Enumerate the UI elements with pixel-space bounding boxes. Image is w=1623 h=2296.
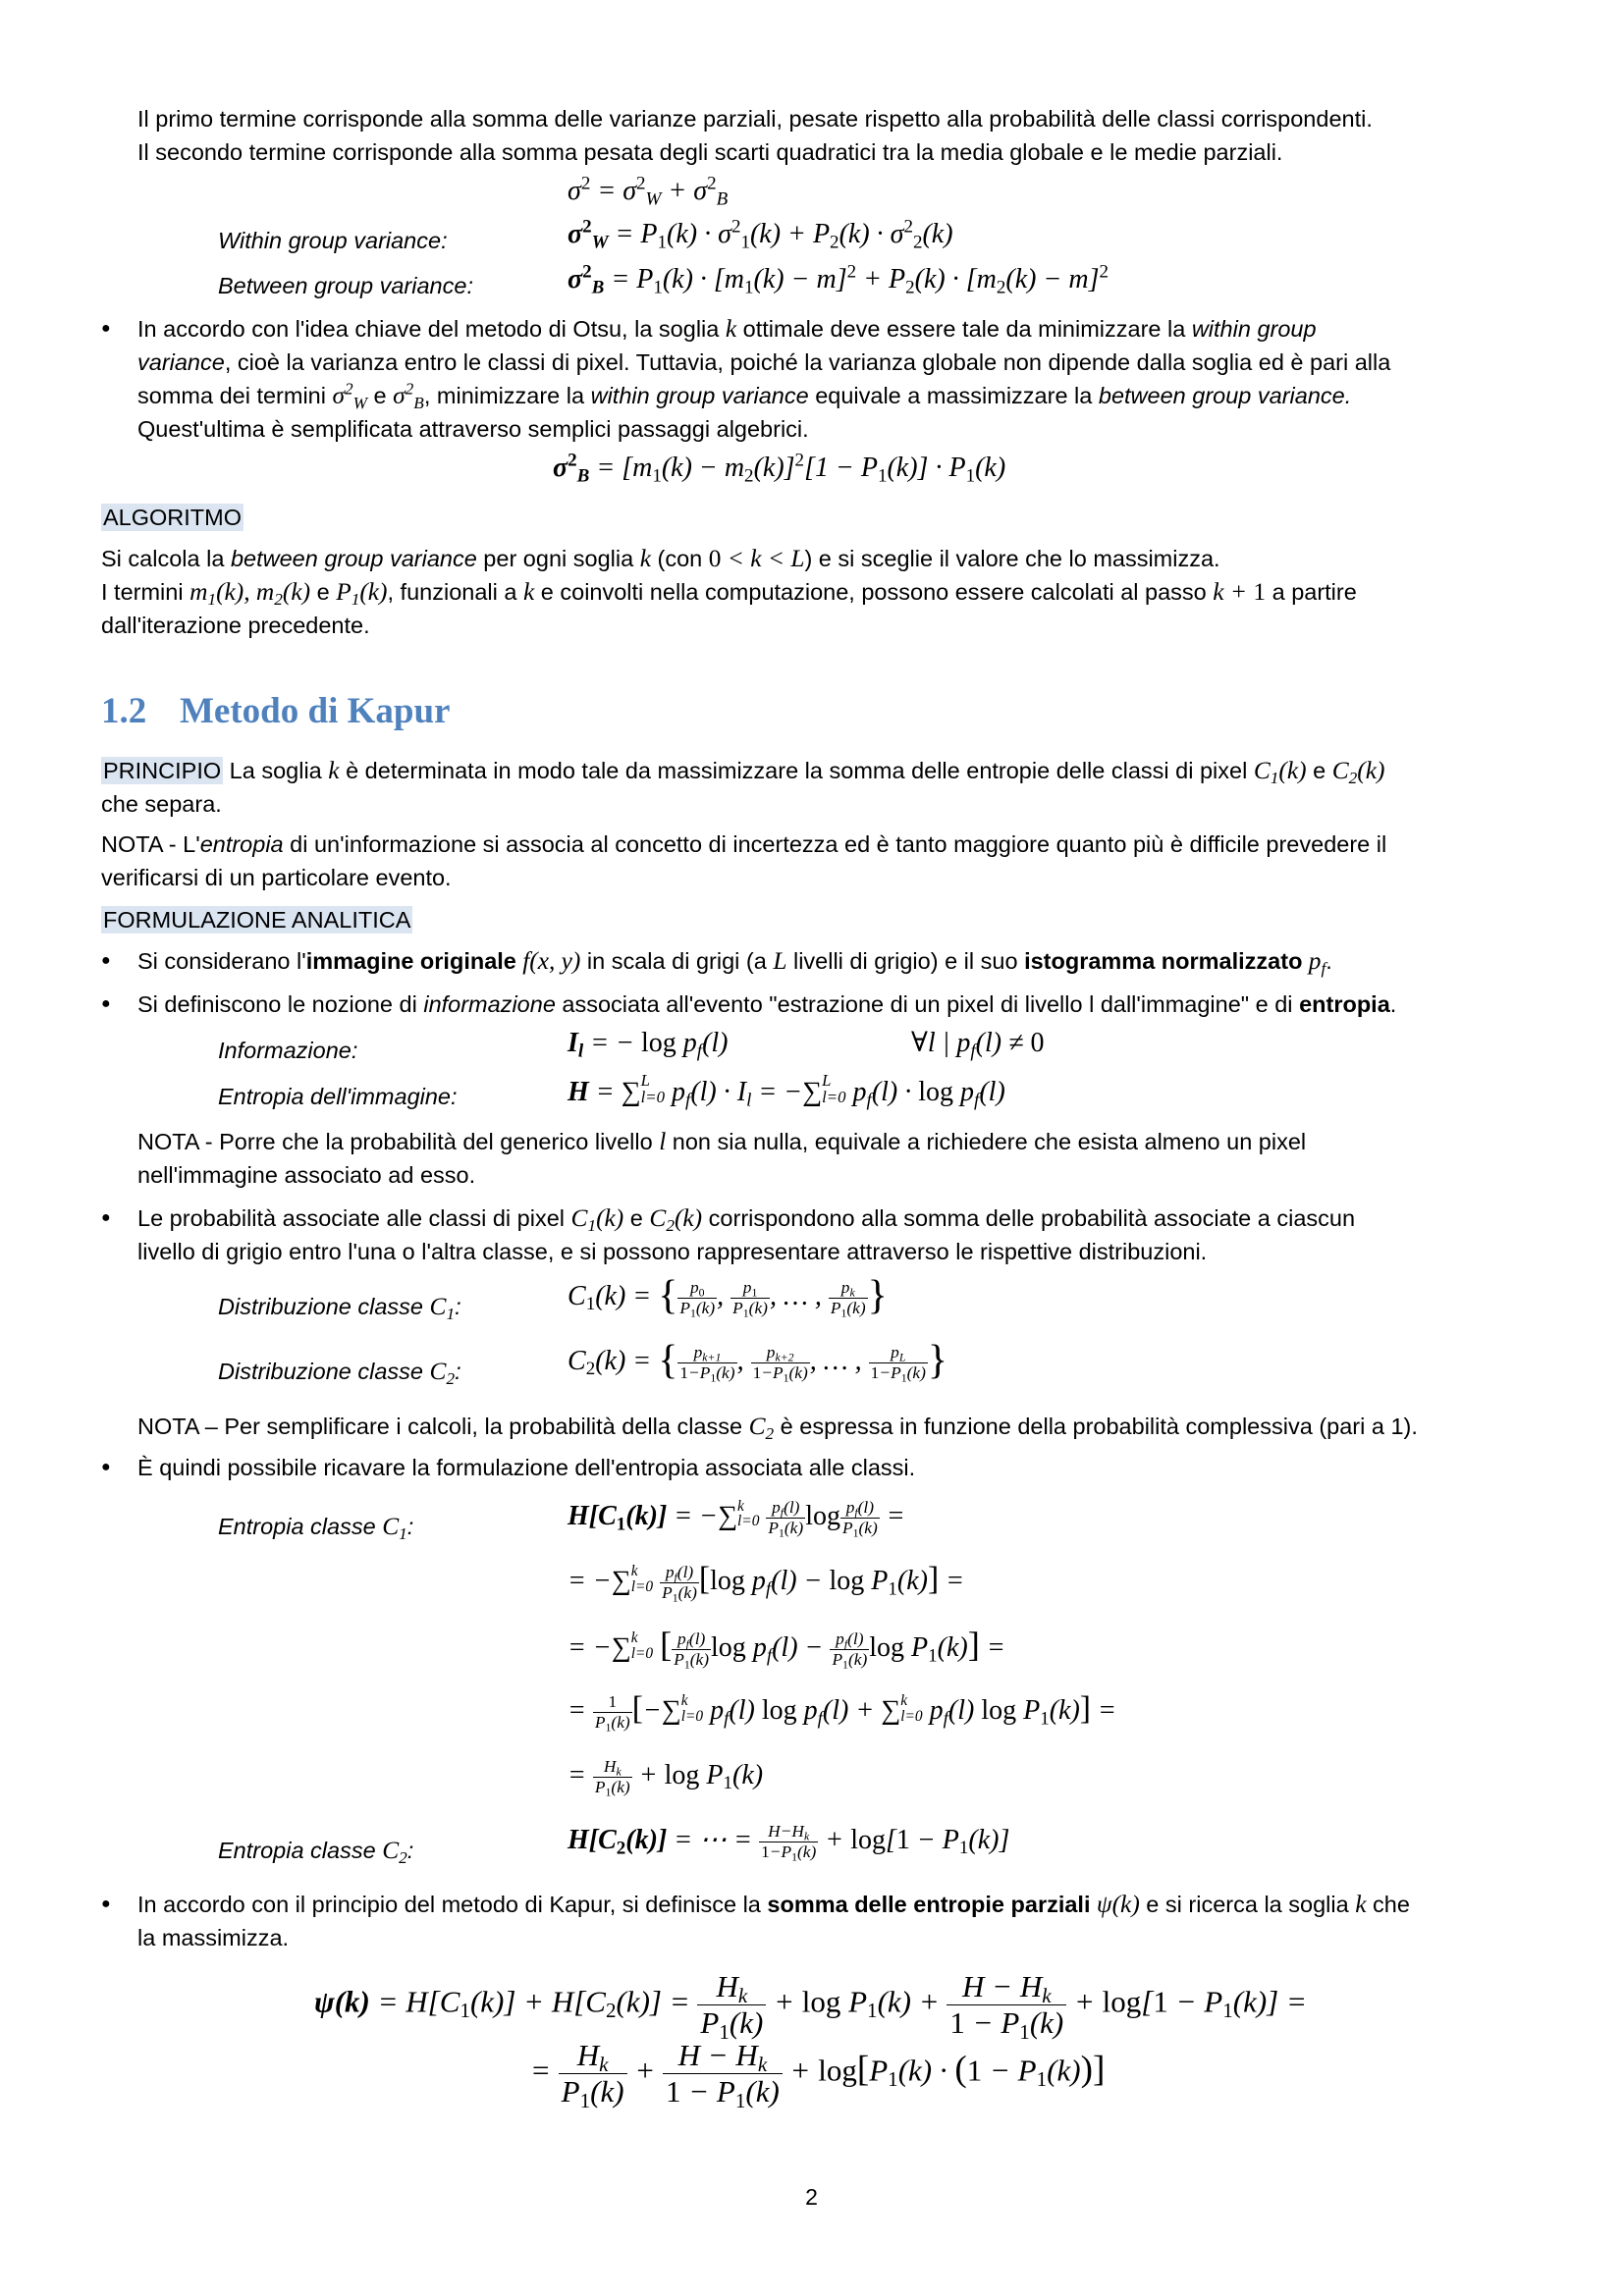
paragraph-line: È quindi possibile ricavare la formulazione dell'entropia associata alle classi. — [137, 1455, 916, 1480]
paragraph-line: livello di grigio entro l'una o l'altra classe, e si possono rappresentare attraverso le rispettive distribuzioni. — [137, 1239, 1208, 1264]
section-label-principio: PRINCIPIO — [103, 758, 222, 783]
paragraph-line: In accordo con l'idea chiave del metodo di Otsu, la soglia k ottimale deve essere tale da minimizzare la within group — [137, 315, 1317, 343]
paragraph-line: dall'iterazione precedente. — [101, 613, 370, 638]
paragraph-line: che separa. — [101, 791, 222, 817]
bullet-icon: ● — [101, 1459, 111, 1475]
section-label-algoritmo: ALGORITMO — [103, 505, 243, 530]
within-label: Within group variance: — [218, 228, 448, 253]
equation-dist-c2: $C_2(k)$ = { $\frac{p_{k+1}}{1-P_1(k)}$ , $\frac{p_{k+2}}{1-P_1(k)}$ , … , $\frac{p_L}{1-P_1(k)}$ } — [568, 1338, 948, 1385]
equation-entropy-c1-step2: = −∑ k l=0 $\frac{p_f(l)}{P_1(k)}$ [log $p_f(l) - \log P_1(k)$] = — [568, 1561, 965, 1605]
paragraph-line: Il secondo termine corrisponde alla somma pesata degli scarti quadratici tra la media globale e le medie parziali. — [137, 139, 1283, 165]
paragraph-line: I termini $m_1(k)$, $m_2(k)$ e $P_1(k)$, funzionali a k e coinvolti nella computazione, possono essere calcolati al passo k + 1 a partire — [101, 578, 1357, 609]
informazione-label: Informazione: — [218, 1038, 358, 1063]
paragraph-line: verificarsi di un particolare evento. — [101, 865, 452, 890]
ent1-label: Entropia classe $C_1$: — [218, 1513, 414, 1543]
paragraph-line: la massimizza. — [137, 1925, 290, 1950]
equation-information: $I_l$ = − $\log p_f(l)$ — [568, 1028, 729, 1062]
paragraph-line: NOTA – Per semplificare i calcoli, la probabilità della classe $C_2$ è espressa in funzione della probabilità complessiva (pari a 1). — [137, 1413, 1418, 1443]
equation-psi-step1: $\psi(k) = H[C_1(k)] + H[C_2(k)]$ = $\frac{H_k}{P_1(k)}$ + $\log P_1(k)$ + $\frac{H - H_k}{1 - P_1(k)}$ + $\log[1 - P_1(k)]$ = — [314, 1969, 1307, 2044]
paragraph-line: nell'immagine associato ad esso. — [137, 1162, 476, 1188]
paragraph-line: Si considerano l'immagine originale f(x, y) in scala di grigi (a L livelli di grigio) e il suo istogramma normalizzato $p_f$. — [137, 947, 1332, 978]
dist1-label: Distribuzione classe $C_1$: — [218, 1293, 461, 1323]
paragraph-line: Il primo termine corrisponde alla somma delle varianze parziali, pesate rispetto alla probabilità delle classi corrispondenti. — [137, 106, 1373, 132]
paragraph-line: somma dei termini $\sigma^2_W$ e $\sigma^2_B$, minimizzare la within group variance equivale a massimizzare la between group variance. — [137, 379, 1352, 412]
equation-entropy-c1-step4: = $\frac{1}{P_1(k)}$ [−∑ k l=0 $p_f(l)$ $\log p_f(l)$ + ∑ k l=0 $p_f(l)$ $\log P_1(k)$] = — [568, 1690, 1116, 1735]
entropia-label: Entropia dell'immagine: — [218, 1084, 458, 1109]
dist2-label: Distribuzione classe $C_2$: — [218, 1358, 461, 1388]
equation-entropy-c2: $H[C_2(k)]$ = ⋯ = $\frac{H-H_k}{1-P_1(k)}$ + $\log[1 - P_1(k)]$ — [568, 1822, 1010, 1864]
equation-between-variance: $\sigma^2_B = P_1(k) \cdot [m_1(k) - m]^2 + P_2(k) \cdot [m_2(k) - m]^2$ — [568, 261, 1109, 298]
paragraph-line: Si calcola la between group variance per ogni soglia k (con 0 < k < L) e si sceglie il valore che lo massimizza. — [101, 545, 1220, 572]
equation-entropy-c1-step3: = −∑ k l=0 [ $\frac{p_f(l)}{P_1(k)}$ $\log p_f(l)$ − $\frac{p_f(l)}{P_1(k)}$ $\log P_1(k)$] = — [568, 1625, 1005, 1672]
equation-image-entropy: H = ∑ L l=0 $p_f(l) \cdot I_l$ = −∑ L l=0 $p_f(l) \cdot \log p_f(l)$ — [568, 1071, 1005, 1111]
equation-entropy-c1-step5: = $\frac{H_k}{P_1(k)}$ + $\log P_1(k)$ — [568, 1757, 764, 1799]
bullet-icon: ● — [101, 995, 111, 1012]
section-label-formulazione: FORMULAZIONE ANALITICA — [103, 907, 411, 933]
section-heading: 1.2 Metodo di Kapur — [101, 691, 451, 731]
equation-total-variance: $\sigma^2 = \sigma^2_W + \sigma^2_B$ — [568, 173, 729, 210]
between-label: Between group variance: — [218, 273, 473, 298]
equation-entropy-c1-step1: $H[C_1(k)]$ = −∑ k l=0 $\frac{p_f(l)}{P_1(k)}$ log $\frac{p_f(l)}{P_1(k)}$ = — [568, 1498, 905, 1540]
paragraph-line: NOTA - Porre che la probabilità del generico livello l non sia nulla, equivale a richiedere che esista almeno un pixel — [137, 1128, 1307, 1155]
paragraph-line: NOTA - L'entropia di un'informazione si associa al concetto di incertezza ed è tanto maggiore quanto più è difficile prevedere il — [101, 831, 1387, 857]
equation-within-variance: $\sigma^2_W = P_1(k) \cdot \sigma^2_1(k) + P_2(k) \cdot \sigma^2_2(k)$ — [568, 216, 953, 253]
bullet-icon: ● — [101, 1209, 111, 1226]
equation-condition: ∀l | $p_f(l) \ne 0$ — [911, 1028, 1045, 1062]
equation-between-simplified: $\sigma^2_B = [m_1(k) - m_2(k)]^2[1 - P_1(k)] \cdot P_1(k)$ — [553, 450, 1006, 487]
bullet-icon: ● — [101, 1896, 111, 1912]
bullet-icon: ● — [101, 320, 111, 337]
equation-psi-step2: = $\frac{H_k}{P_1(k)}$ + $\frac{H - H_k}{1 - P_1(k)}$ + $\log[P_1(k) \cdot (1 - P_1(k))]$ — [530, 2038, 1106, 2112]
paragraph-line: PRINCIPIO La soglia k è determinata in modo tale da massimizzare la somma delle entropie delle classi di pixel $C_1(k)$ e $C_2(k)$ — [103, 757, 1385, 787]
paragraph-line: Le probabilità associate alle classi di pixel $C_1(k)$ e $C_2(k)$ corrispondono alla somma delle probabilità associate a ciascun — [137, 1204, 1356, 1235]
bullet-icon: ● — [101, 952, 111, 969]
paragraph-line: In accordo con il principio del metodo di Kapur, si definisce la somma delle entropie parziali ψ(k) e si ricerca la soglia k che — [137, 1891, 1410, 1918]
paragraph-line: variance, cioè la varianza entro le classi di pixel. Tuttavia, poiché la varianza globale non dipende dalla soglia ed è pari alla — [137, 349, 1391, 375]
page-number: 2 — [805, 2184, 818, 2210]
equation-dist-c1: $C_1(k)$ = { $\frac{p_0}{P_1(k)}$ , $\frac{p_1}{P_1(k)}$ , … , $\frac{p_k}{P_1(k)}$ } — [568, 1273, 888, 1320]
paragraph-line: Si definiscono le nozione di informazione associata all'evento "estrazione di un pixel di livello l dall'immagine" e di entropia. — [137, 991, 1397, 1017]
ent2-label: Entropia classe $C_2$: — [218, 1837, 414, 1867]
paragraph-line: Quest'ultima è semplificata attraverso semplici passaggi algebrici. — [137, 416, 809, 442]
